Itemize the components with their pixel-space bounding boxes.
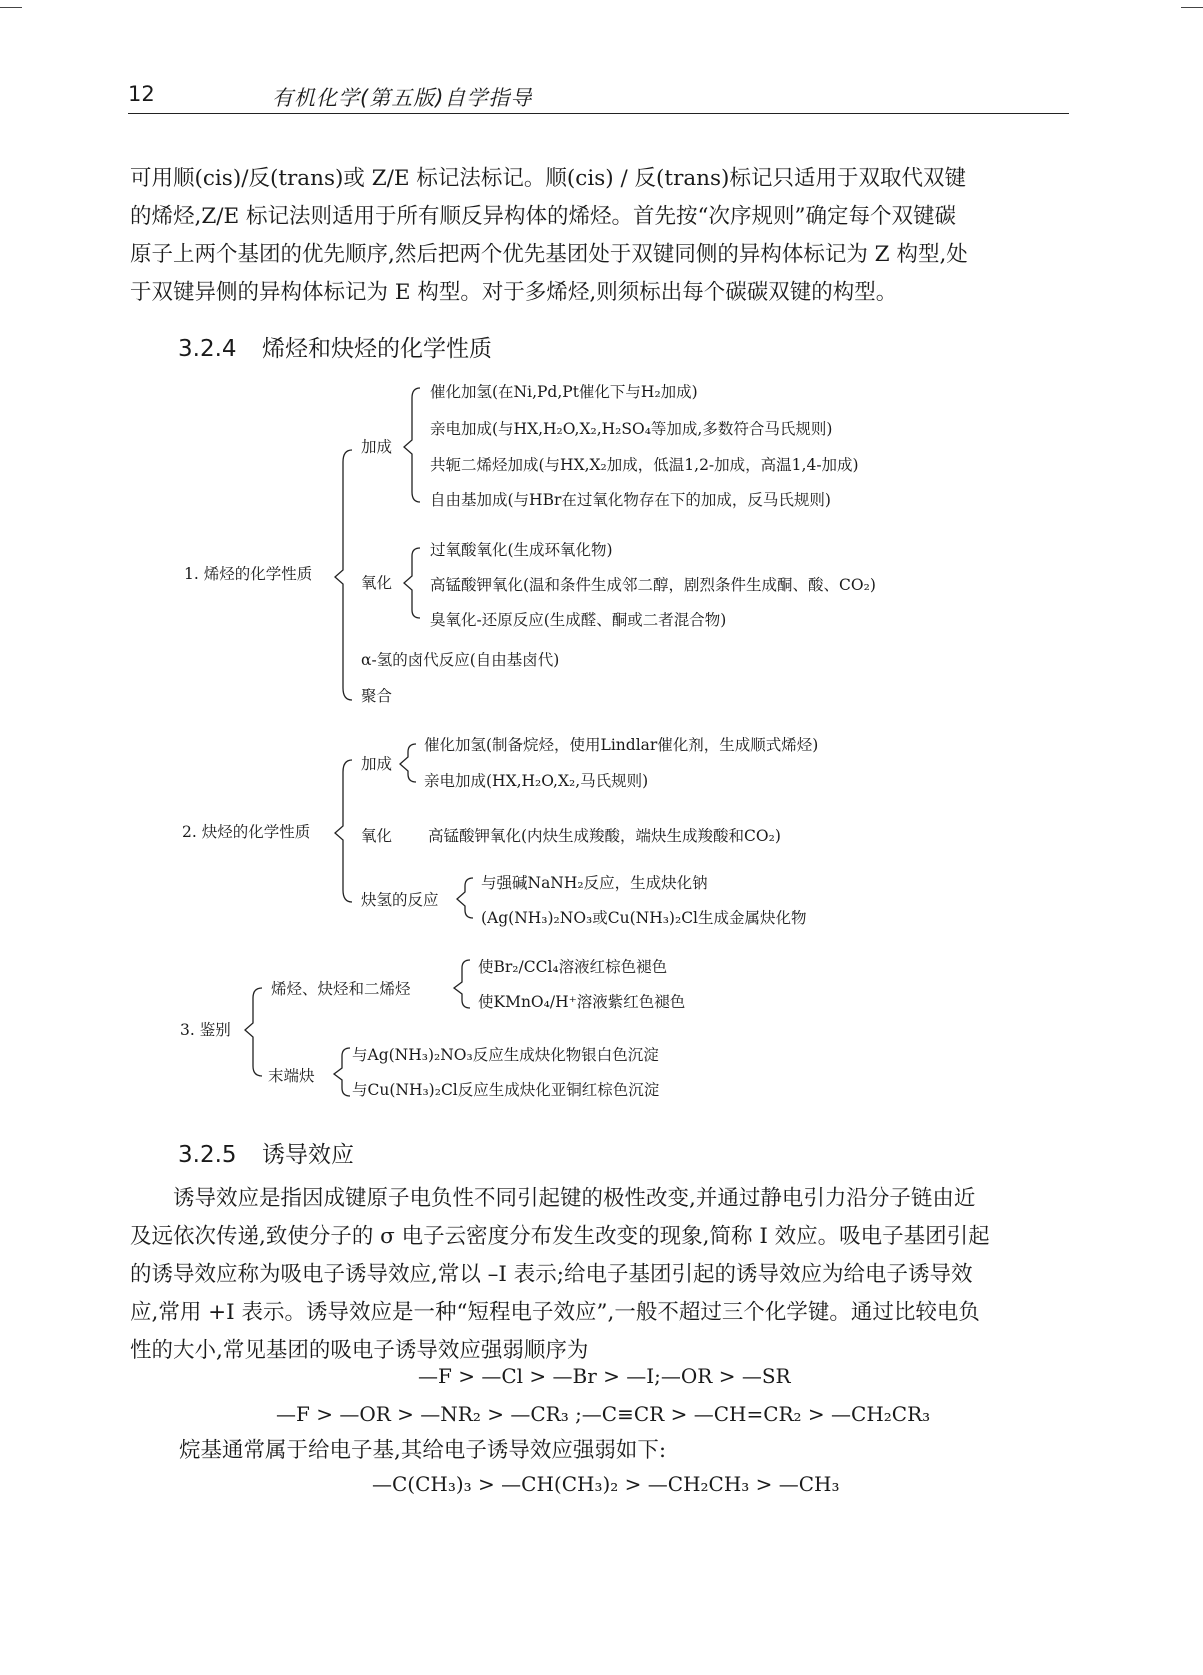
bracket-acetylenic-h [457, 878, 473, 918]
tree-item: 高锰酸钾氧化(内炔生成羧酸，端炔生成羧酸和CO₂) [428, 827, 781, 845]
paragraph-line: 可用顺(cis)/反(trans)或 Z/E 标记法标记。顺(cis) / 反(trans)标记只适用于双取代双键 [130, 166, 966, 191]
tree-item-alpha-halogenation: α-氢的卤代反应(自由基卤代) [361, 651, 560, 669]
tree-item: 过氧酸氧化(生成环氧化物) [430, 541, 613, 559]
paragraph-line: 及远依次传递,致使分子的 σ 电子云密度分布发生改变的现象,简称 I 效应。吸电子基团引起 [130, 1224, 990, 1249]
section-heading-325 [178, 1136, 354, 1169]
paragraph-line: 性的大小,常见基团的吸电子诱导效应强弱顺序为 [130, 1338, 589, 1363]
paragraph-line: 烷基通常属于给电子基,其给电子诱导效应强弱如下: [179, 1438, 667, 1463]
tree-label-alkene-addition: 加成 [361, 438, 393, 456]
bracket-alkene-addition [404, 388, 420, 502]
page-number: 12 [128, 82, 155, 106]
tree-label-alkyne-oxidation: 氧化 [361, 827, 393, 845]
tree-label-acetylenic-h: 炔氢的反应 [361, 891, 439, 909]
induction-paragraph [130, 1180, 1070, 1370]
paragraph-line: 原子上两个基团的优先顺序,然后把两个优先基团处于双键同侧的异构体标记为 Z 构型,处 [130, 242, 968, 267]
tree-label-alkene: 1. 烯烃的化学性质 [184, 565, 313, 583]
section-title: 烯烃和炔烃的化学性质 [262, 336, 492, 362]
bracket-alkene-oxidation [404, 548, 420, 618]
section-number: 3.2.4 [178, 336, 237, 362]
paragraph-line: 的诱导效应称为吸电子诱导效应,常以 –I 表示;给电子基团引起的诱导效应为给电子诱导效 [130, 1262, 973, 1287]
tree-item: 与强碱NaNH₂反应，生成炔化钠 [481, 874, 708, 892]
bracket-alkyne [335, 760, 352, 902]
bracket-alkene [335, 450, 352, 700]
tree-item: 与Cu(NH₃)₂Cl反应生成炔化亚铜红棕色沉淀 [352, 1081, 660, 1099]
formula-alkyl-order: —C(CH₃)₃ > —CH(CH₃)₂ > —CH₂CH₃ > —CH₃ [372, 1472, 840, 1496]
tree-item: 高锰酸钾氧化(温和条件生成邻二醇，剧烈条件生成酮、酸、CO₂) [430, 576, 876, 594]
paragraph-line: 于双键异侧的异构体标记为 E 构型。对于多烯烃,则须标出每个碳碳双键的构型。 [130, 280, 898, 305]
tree-item: 臭氧化-还原反应(生成醛、酮或二者混合物) [430, 611, 727, 629]
tree-item: 亲电加成(HX,H₂O,X₂,马氏规则) [424, 772, 649, 790]
bracket-identification-group1 [454, 960, 470, 1008]
bracket-identification-group2 [334, 1048, 350, 1096]
tree-item: 共轭二烯烃加成(与HX,X₂加成，低温1,2-加成，高温1,4-加成) [430, 456, 859, 474]
tree-item: 自由基加成(与HBr在过氧化物存在下的加成，反马氏规则) [430, 491, 831, 509]
bracket-alkyne-addition [400, 744, 416, 782]
tree-label-alkyne: 2. 炔烃的化学性质 [182, 823, 311, 841]
tree-item: 与Ag(NH₃)₂NO₃反应生成炔化物银白色沉淀 [352, 1046, 659, 1064]
tree-label-identification-group1: 烯烃、炔烃和二烯烃 [271, 980, 411, 998]
tree-label-alkyne-addition: 加成 [361, 755, 393, 773]
tree-label-alkene-oxidation: 氧化 [361, 574, 393, 592]
paragraph-line: 诱导效应是指因成键原子电负性不同引起键的极性改变,并通过静电引力沿分子链由近 [173, 1186, 976, 1211]
tree-item: (Ag(NH₃)₂NO₃或Cu(NH₃)₂Cl生成金属炔化物 [481, 909, 807, 927]
paragraph-line: 的烯烃,Z/E 标记法则适用于所有顺反异构体的烯烃。首先按“次序规则”确定每个双键碳 [130, 204, 957, 229]
tree-item: 使Br₂/CCl₄溶液红棕色褪色 [478, 958, 668, 976]
tree-item-polymerization: 聚合 [361, 687, 393, 705]
running-title: 有机化学(第五版)自学指导 [272, 86, 533, 110]
section-number: 3.2.5 [178, 1142, 237, 1168]
bracket-identification [245, 988, 262, 1076]
tree-item: 催化加氢(在Ni,Pd,Pt催化下与H₂加成) [430, 383, 698, 401]
tree-label-identification-group2: 末端炔 [268, 1067, 315, 1085]
section-title: 诱导效应 [262, 1142, 354, 1168]
formula-group-order: —F > —OR > —NR₂ > —CR₃ ;—C≡CR > —CH=CR₂ > —CH₂CR₃ [276, 1402, 931, 1426]
tree-item: 使KMnO₄/H⁺溶液紫红色褪色 [478, 993, 686, 1011]
tree-label-identification: 3. 鉴别 [180, 1021, 231, 1039]
formula-halogen-order: —F > —Cl > —Br > —I;—OR > —SR [418, 1364, 791, 1388]
tree-item: 亲电加成(与HX,H₂O,X₂,H₂SO₄等加成,多数符合马氏规则) [430, 420, 833, 438]
paragraph-line: 应,常用 +I 表示。诱导效应是一种“短程电子效应”,一般不超过三个化学键。通过比较电负 [130, 1300, 980, 1325]
alkyl-sentence [130, 1432, 1070, 1470]
tree-item: 催化加氢(制备烷烃，使用Lindlar催化剂，生成顺式烯烃) [424, 736, 819, 754]
